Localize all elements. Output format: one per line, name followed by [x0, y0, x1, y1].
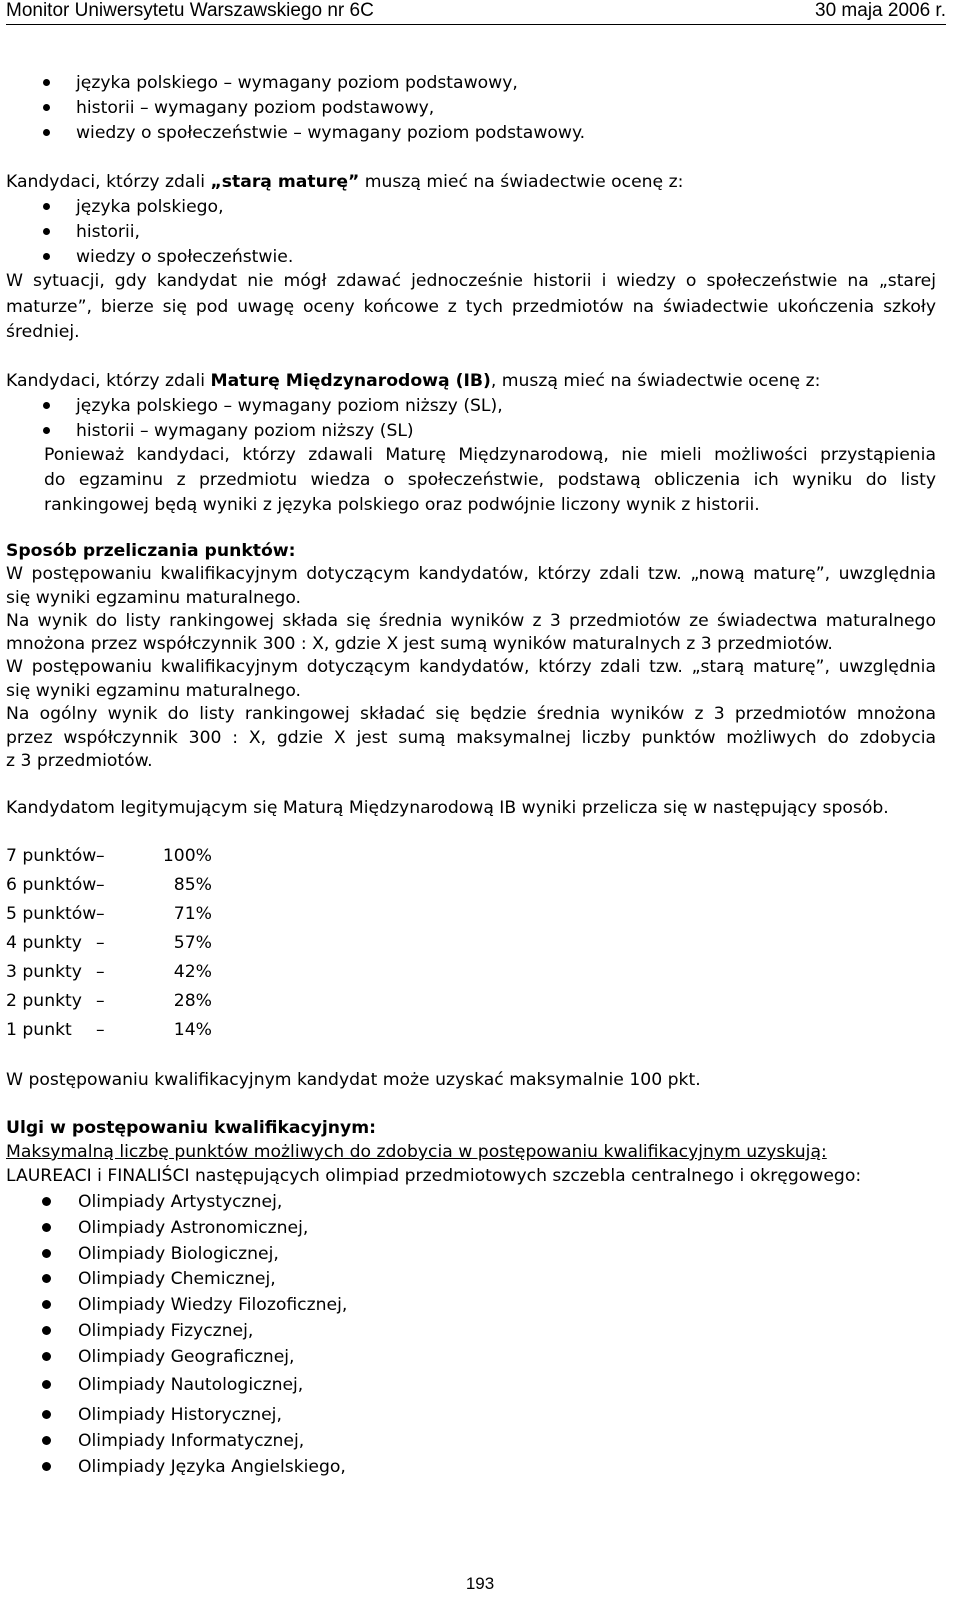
- paragraph-line: średniej.: [6, 322, 80, 342]
- list-item: Olimpiady Astronomicznej,: [78, 1217, 308, 1239]
- paragraph-line: W sytuacji, gdy kandydat nie mógł zdawać jednocześnie historii i wiedzy o społeczeństwie na „starej: [6, 271, 936, 291]
- table-cell: –: [96, 991, 105, 1011]
- list-item: wiedzy o społeczeństwie.: [76, 246, 293, 268]
- table-cell: 42%: [173, 962, 212, 982]
- page-header: [6, 0, 946, 25]
- bullet-icon: [42, 1380, 51, 1389]
- paragraph-line: z 3 przedmiotów.: [6, 751, 153, 771]
- paragraph-line: się wyniki egzaminu maturalnego.: [6, 681, 301, 701]
- table-cell: 14%: [173, 1020, 212, 1040]
- paragraph-line: się wyniki egzaminu maturalnego.: [6, 588, 301, 608]
- list-item: historii,: [76, 221, 140, 243]
- bullet-icon: [43, 104, 50, 111]
- table-cell: 4 punkty: [6, 933, 82, 953]
- bullet-icon: [42, 1352, 51, 1361]
- table-cell: –: [96, 933, 105, 953]
- list-item: Olimpiady Historycznej,: [78, 1404, 282, 1426]
- paragraph-line: maturze”, bierze się pod uwagę oceny końcowe z tych przedmiotów na świadectwie ukończenia szkoły: [6, 297, 936, 317]
- paragraph-line: Na ogólny wynik do listy rankingowej składać się będzie średnia wyników z 3 przedmiotów mnożona: [6, 704, 936, 724]
- list-item: Olimpiady Wiedzy Filozoficznej,: [78, 1294, 347, 1316]
- bullet-icon: [42, 1249, 51, 1258]
- list-item: historii – wymagany poziom podstawowy,: [76, 97, 434, 119]
- bullet-icon: [43, 228, 50, 235]
- bullet-icon: [42, 1223, 51, 1232]
- table-cell: 1 punkt: [6, 1020, 72, 1040]
- bullet-icon: [43, 253, 50, 260]
- table-cell: 85%: [173, 875, 212, 895]
- underlined-line: Maksymalną liczbę punktów możliwych do zdobycia w postępowaniu kwalifikacyjnym uzyskują:: [6, 1142, 827, 1162]
- table-cell: 7 punktów: [6, 846, 97, 866]
- bullet-icon: [42, 1462, 51, 1471]
- list-item: Olimpiady Informatycznej,: [78, 1430, 304, 1452]
- table-cell: –: [96, 962, 105, 982]
- list-item: języka polskiego – wymagany poziom niższy (SL),: [76, 395, 503, 417]
- paragraph-line: Ponieważ kandydaci, którzy zdawali Maturę Międzynarodową, nie mieli możliwości przystąpienia: [44, 445, 936, 465]
- list-item: Olimpiady Nautologicznej,: [78, 1374, 303, 1396]
- list-item: języka polskiego,: [76, 196, 224, 218]
- paragraph-line: Na wynik do listy rankingowej składa się średnia wyników z 3 przedmiotów ze świadectwa maturalnego: [6, 611, 936, 631]
- paragraph-line: W postępowaniu kwalifikacyjnym dotyczącym kandydatów, którzy zdali tzw. „starą maturę”, uwzględnia: [6, 657, 936, 677]
- table-cell: –: [96, 875, 105, 895]
- paragraph-line: rankingowej będą wyniki z języka polskiego oraz podwójnie liczony wynik z historii.: [44, 495, 760, 515]
- bullet-icon: [42, 1197, 51, 1206]
- paragraph-line: W postępowaniu kwalifikacyjnym dotyczącym kandydatów, którzy zdali tzw. „nową maturę”, uwzględnia: [6, 564, 936, 584]
- bullet-icon: [42, 1436, 51, 1445]
- ib-intro: Kandydaci, którzy zdali Maturę Międzynarodową (IB), muszą mieć na świadectwie ocenę z:: [6, 371, 821, 391]
- section-heading: Ulgi w postępowaniu kwalifikacyjnym:: [6, 1118, 377, 1138]
- bullet-icon: [43, 79, 50, 86]
- table-cell: 57%: [173, 933, 212, 953]
- list-item: Olimpiady Artystycznej,: [78, 1191, 282, 1213]
- header-title: Monitor Uniwersytetu Warszawskiego nr 6C: [6, 0, 374, 21]
- paragraph-line: LAUREACI i FINALIŚCI następujących olimpiad przedmiotowych szczebla centralnego i okręgowego:: [6, 1166, 862, 1186]
- table-cell: 28%: [173, 991, 212, 1011]
- table-cell: –: [96, 904, 105, 924]
- table-cell: –: [96, 846, 105, 866]
- header-date: 30 maja 2006 r.: [815, 0, 946, 21]
- list-item: historii – wymagany poziom niższy (SL): [76, 420, 414, 442]
- section-heading: Sposób przeliczania punktów:: [6, 541, 296, 561]
- table-cell: 2 punkty: [6, 991, 82, 1011]
- list-item: Olimpiady Języka Angielskiego,: [78, 1456, 346, 1478]
- bullet-icon: [42, 1274, 51, 1283]
- bullet-icon: [43, 427, 50, 434]
- list-item: Olimpiady Fizycznej,: [78, 1320, 253, 1342]
- list-item: Olimpiady Chemicznej,: [78, 1268, 276, 1290]
- list-item: języka polskiego – wymagany poziom podstawowy,: [76, 72, 518, 94]
- table-cell: 100%: [162, 846, 212, 866]
- table-cell: 6 punktów: [6, 875, 97, 895]
- paragraph-line: W postępowaniu kwalifikacyjnym kandydat może uzyskać maksymalnie 100 pkt.: [6, 1070, 701, 1090]
- bullet-icon: [43, 203, 50, 210]
- paragraph-line: mnożona przez współczynnik 300 : X, gdzie X jest sumą wyników maturalnych z 3 przedmiotów.: [6, 634, 833, 654]
- table-cell: 3 punkty: [6, 962, 82, 982]
- bullet-icon: [43, 129, 50, 136]
- list-item: Olimpiady Geograficznej,: [78, 1346, 295, 1368]
- bullet-icon: [43, 402, 50, 409]
- table-cell: 5 punktów: [6, 904, 97, 924]
- list-item: wiedzy o społeczeństwie – wymagany poziom podstawowy.: [76, 122, 585, 144]
- bullet-icon: [42, 1410, 51, 1419]
- paragraph-line: przez współczynnik 300 : X, gdzie X jest sumą maksymalnej liczby punktów możliwych do zdobycia: [6, 728, 936, 748]
- bullet-icon: [42, 1326, 51, 1335]
- table-cell: –: [96, 1020, 105, 1040]
- list-item: Olimpiady Biologicznej,: [78, 1243, 279, 1265]
- table-cell: 71%: [173, 904, 212, 924]
- page-number: 193: [465, 1574, 495, 1593]
- bullet-icon: [42, 1300, 51, 1309]
- paragraph-line: Kandydatom legitymującym się Maturą Międzynarodową IB wyniki przelicza się w następujący sposób.: [6, 798, 889, 818]
- stara-matura-intro: Kandydaci, którzy zdali „starą maturę” muszą mieć na świadectwie ocenę z:: [6, 172, 684, 192]
- paragraph-line: do egzaminu z przedmiotu wiedza o społeczeństwie, podstawą obliczenia ich wyniku do listy: [44, 470, 936, 490]
